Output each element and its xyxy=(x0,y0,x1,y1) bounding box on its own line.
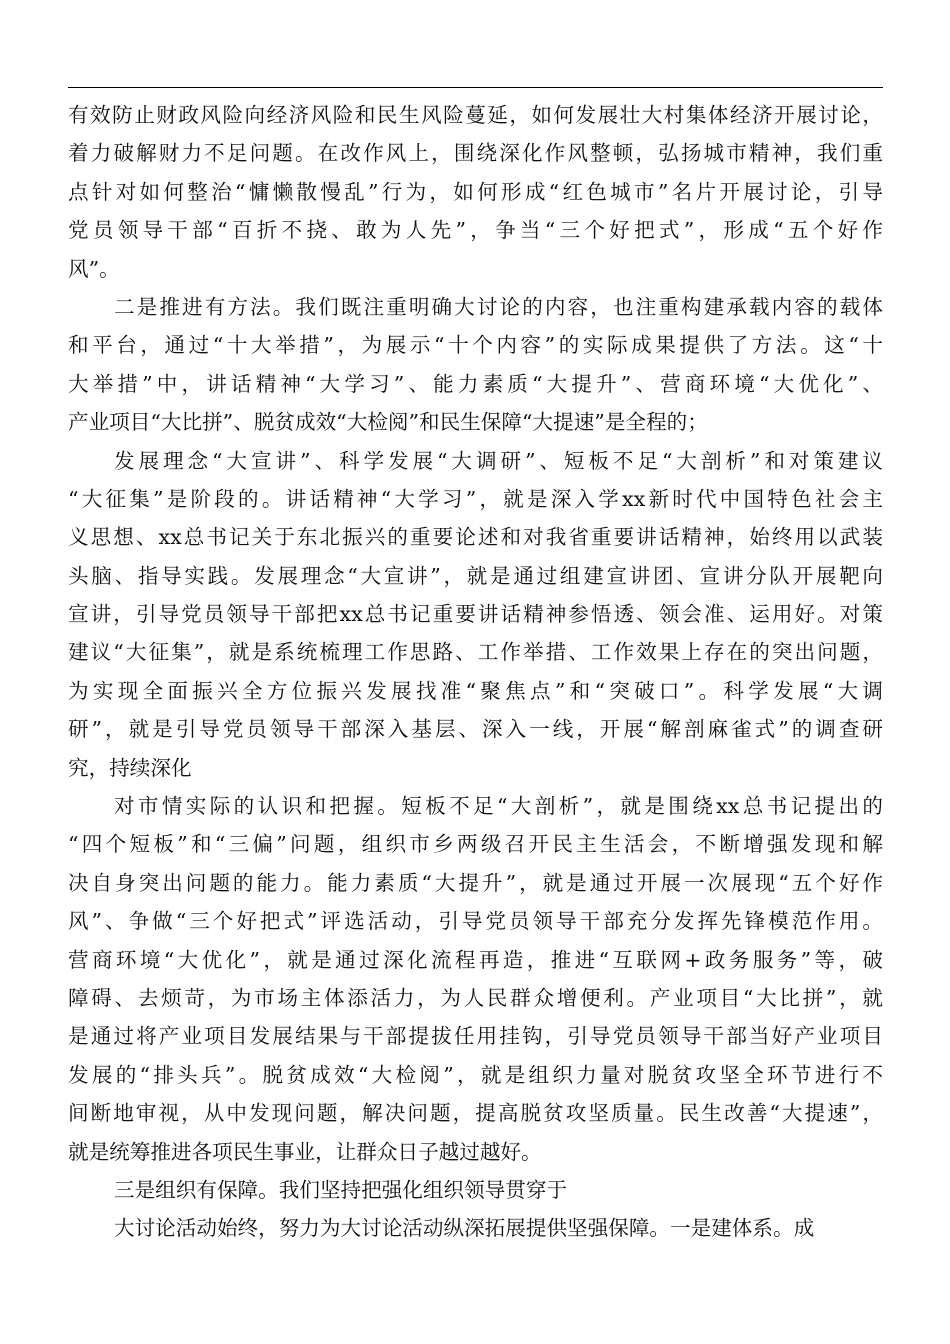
paragraph xyxy=(68,1171,883,1209)
text-line: 决自身突出问题的能力。能力素质“大提升”，就是通过开展一次展现“五个好作 xyxy=(68,870,883,895)
text-line: 是通过将产业项目发展结果与干部提拔任用挂钩，引导党员领导干部当好产业项目 xyxy=(68,1024,883,1049)
text-line: 宣讲，引导党员领导干部把xx总书记重要讲话精神参悟透、领会准、运用好。对策 xyxy=(68,602,883,627)
text-line: 风”、争做“三个好把式”评选活动，引导党员领导干部充分发挥先锋模范作用。 xyxy=(68,909,883,934)
text-line: 有效防止财政风险向经济风险和民生风险蔓延，如何发展壮大村集体经济开展讨论， xyxy=(68,103,883,127)
text-line: 党员领导干部“百折不挠、敢为人先”，争当“三个好把式”，形成“五个好作 xyxy=(68,218,883,243)
text-line: 对市情实际的认识和把握。短板不足“大剖析”，就是围绕xx总书记提出的 xyxy=(114,794,883,819)
text-line: 产业项目“大比拼”、脱贫成效“大检阅”和民生保障“大提速”是全程的； xyxy=(68,410,708,435)
text-line: 间断地审视，从中发现问题，解决问题，提高脱贫攻坚质量。民生改善“大提速”， xyxy=(68,1101,883,1126)
text-line: 点针对如何整治“慵懒散慢乱”行为，如何形成“红色城市”名片开展讨论，引导 xyxy=(68,179,883,204)
text-line: 风”。 xyxy=(68,256,120,281)
text-line: 就是统筹推进各项民生事业，让群众日子越过越好。 xyxy=(68,1139,542,1164)
header-rule xyxy=(68,87,883,88)
text-line: “四个短板”和“三偏”问题，组织市乡两级召开民主生活会，不断增强发现和解 xyxy=(68,832,883,857)
paragraph xyxy=(68,787,883,1171)
text-line: 建议“大征集”，就是系统梳理工作思路、工作举措、工作效果上存在的突出问题， xyxy=(68,640,883,665)
text-line: 发展理念“大宣讲”、科学发展“大调研”、短板不足“大剖析”和对策建议 xyxy=(114,448,883,473)
text-line: 究，持续深化 xyxy=(68,755,192,780)
paragraph xyxy=(68,288,883,442)
text-line: “大征集”是阶段的。讲话精神“大学习”，就是深入学xx新时代中国特色社会主 xyxy=(68,486,883,511)
paragraph xyxy=(68,96,883,288)
text-line: 为实现全面振兴全方位振兴发展找准“聚焦点”和“突破口”。科学发展“大调 xyxy=(68,678,883,703)
text-line: 大讨论活动始终，努力为大讨论活动纵深拓展提供坚强保障。一是建体系。成 xyxy=(114,1216,815,1241)
text-line: 研”，就是引导党员领导干部深入基层、深入一线，开展“解剖麻雀式”的调查研 xyxy=(68,717,883,742)
text-line: 三是组织有保障。我们坚持把强化组织领导贯穿于 xyxy=(114,1177,568,1202)
text-line: 和平台，通过“十大举措”，为展示“十个内容”的实际成果提供了方法。这“十 xyxy=(68,333,883,358)
document-body xyxy=(68,96,883,1248)
paragraph xyxy=(68,442,883,788)
text-line: 营商环境“大优化”，就是通过深化流程再造，推进“互联网+政务服务”等，破 xyxy=(68,947,883,972)
text-line: 发展的“排头兵”。脱贫成效“大检阅”，就是组织力量对脱贫攻坚全环节进行不 xyxy=(68,1062,883,1087)
text-line: 头脑、指导实践。发展理念“大宣讲”，就是通过组建宣讲团、宣讲分队开展靶向 xyxy=(68,563,883,588)
text-line: 义思想、xx总书记关于东北振兴的重要论述和对我省重要讲话精神，始终用以武装 xyxy=(68,525,883,550)
text-line: 障碍、去烦苛，为市场主体添活力，为人民群众增便利。产业项目“大比拼”，就 xyxy=(68,985,883,1010)
text-line: 大举措”中，讲话精神“大学习”、能力素质“大提升”、营商环境“大优化”、 xyxy=(68,371,883,396)
paragraph xyxy=(68,1209,883,1247)
text-line: 二是推进有方法。我们既注重明确大讨论的内容，也注重构建承载内容的载体 xyxy=(114,294,883,319)
text-line: 着力破解财力不足问题。在改作风上，围绕深化作风整顿，弘扬城市精神，我们重 xyxy=(68,141,883,166)
